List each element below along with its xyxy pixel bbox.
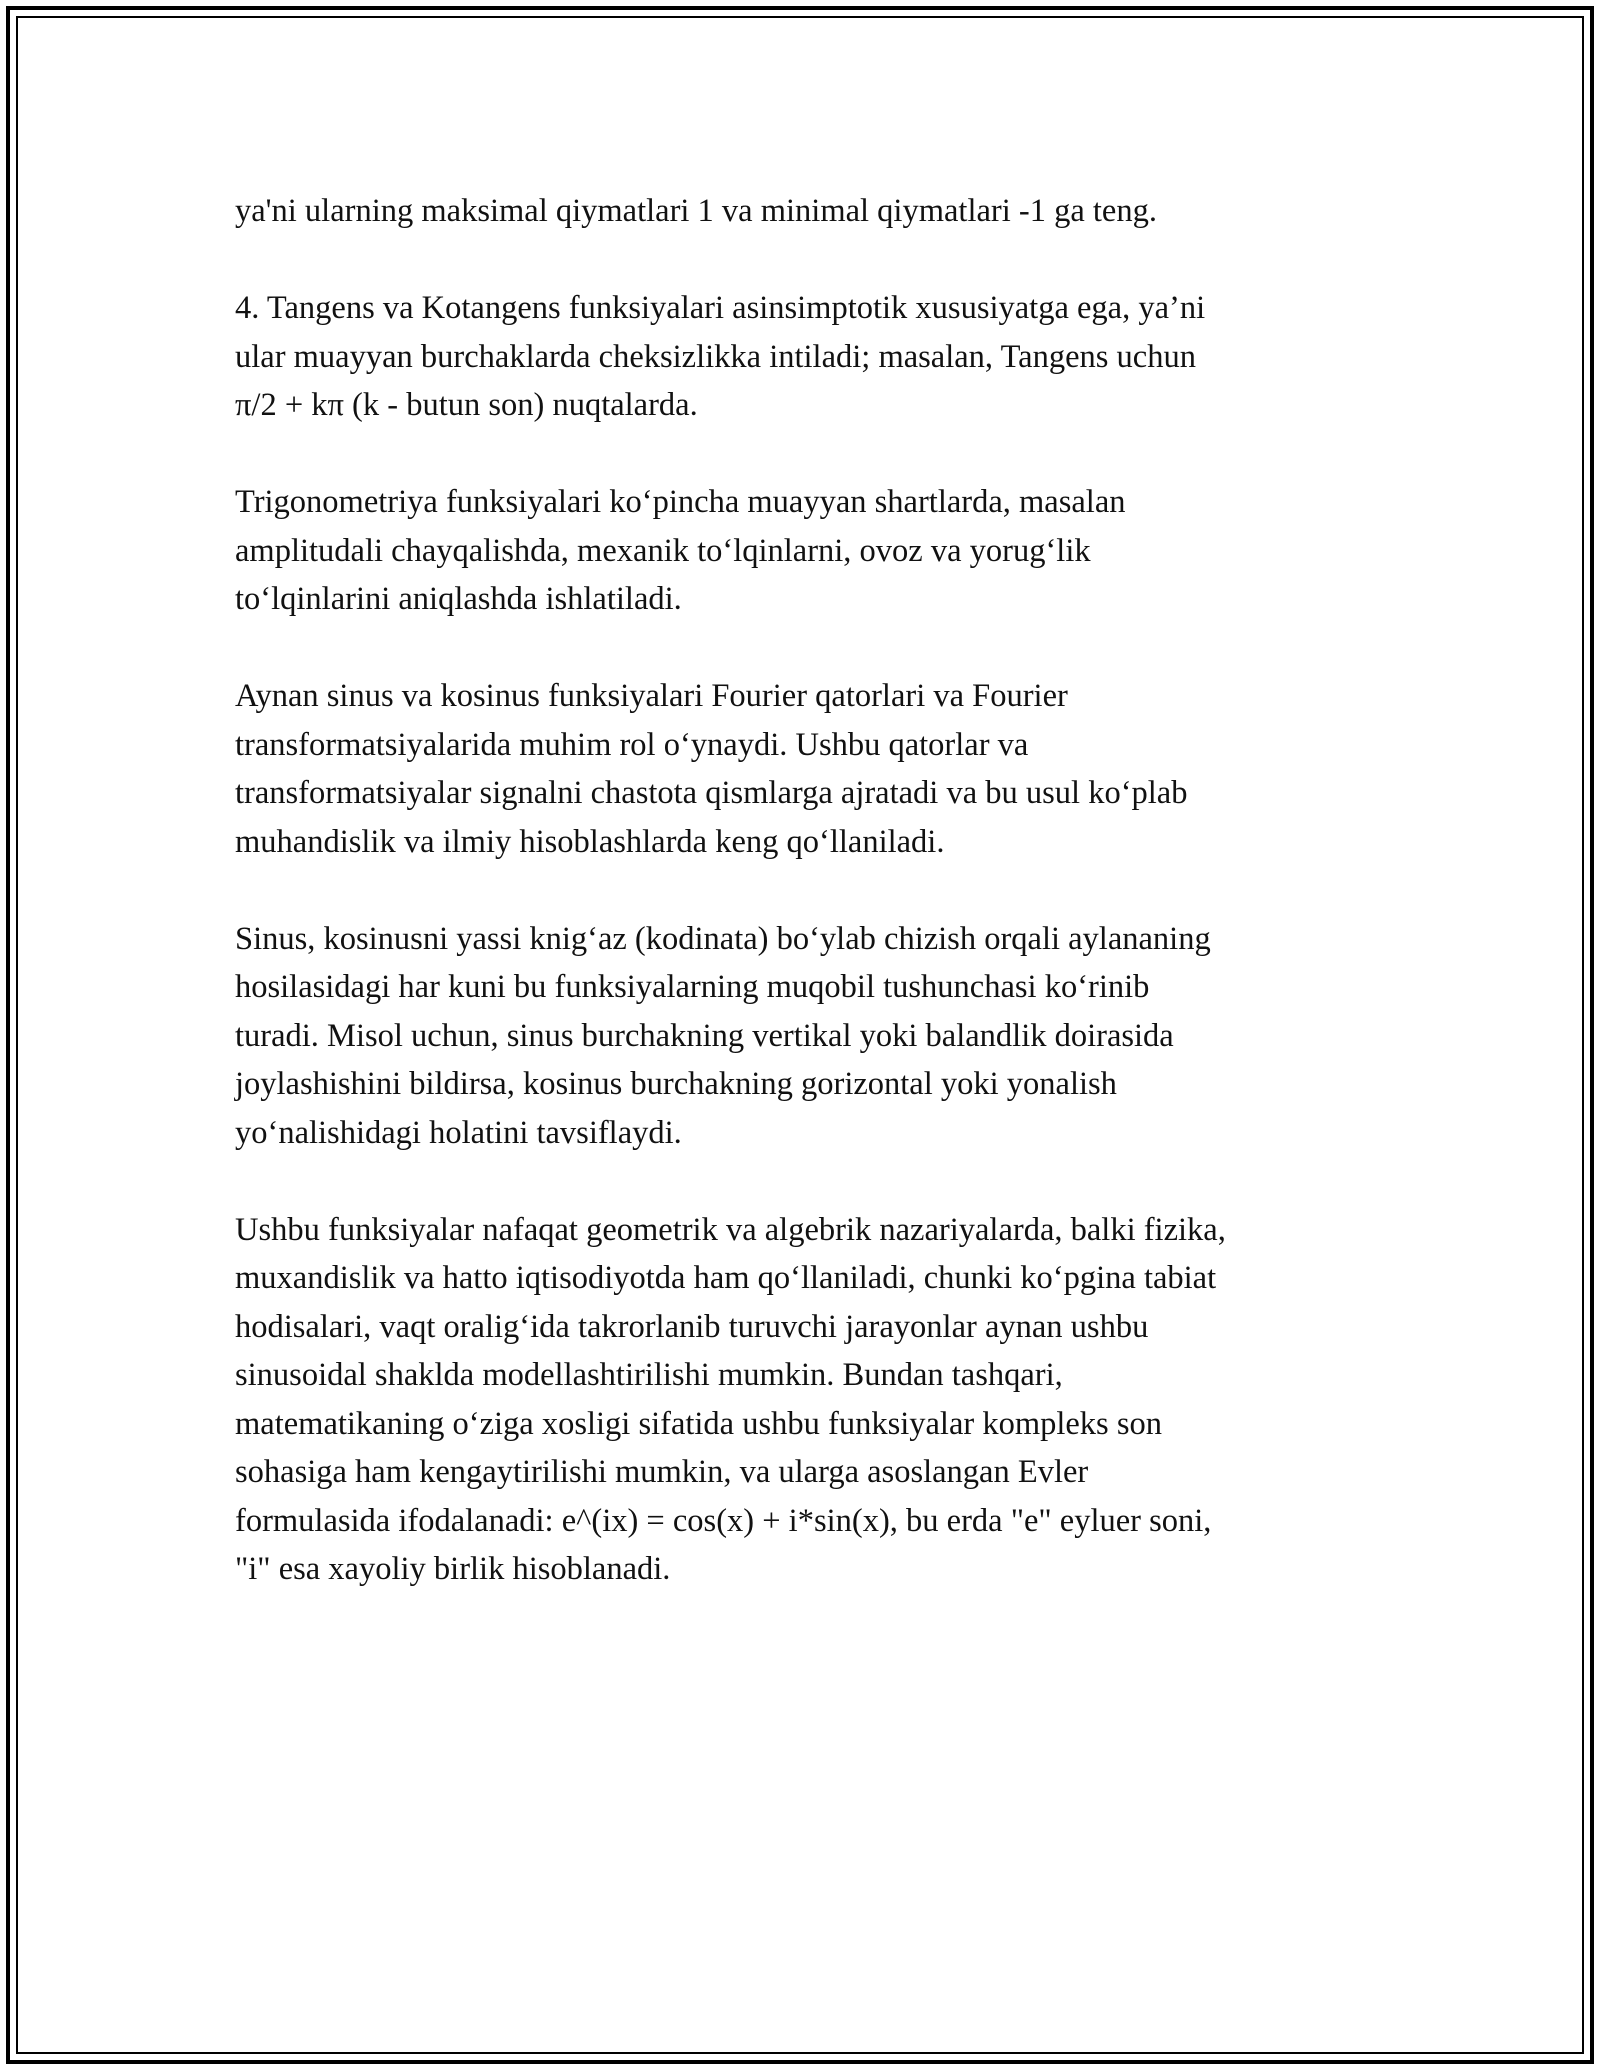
paragraph-5 bbox=[235, 915, 1370, 1158]
text-line: Trigonometriya funksiyalari koʻpincha muayyan shartlarda, masalan bbox=[235, 484, 1126, 520]
paragraph-4 bbox=[235, 672, 1370, 866]
text-line: π/2 + kπ (k - butun son) nuqtalarda. bbox=[235, 387, 698, 423]
text-line: hosilasidagi har kuni bu funksiyalarning muqobil tushunchasi koʻrinib bbox=[235, 969, 1150, 1005]
paragraph-6 bbox=[235, 1206, 1370, 1594]
text-line: yoʻnalishidagi holatini tavsiflaydi. bbox=[235, 1114, 682, 1151]
text-line: transformatsiyalar signalni chastota qismlarga ajratadi va bu usul koʻplab bbox=[235, 775, 1188, 811]
text-line: amplitudali chayqalishda, mexanik toʻlqinlarni, ovoz va yorugʻlik bbox=[235, 532, 1091, 569]
text-line: joylashishini bildirsa, kosinus burchakning gorizontal yoki yonalish bbox=[235, 1066, 1117, 1102]
text-line: formulasida ifodalanadi: e^(ix) = cos(x) + i*sin(x), bu erda "e" eyluer soni, bbox=[235, 1502, 1212, 1539]
text-line: Sinus, kosinusni yassi knigʻaz (kodinata) boʻylab chizish orqali aylananing bbox=[235, 920, 1211, 957]
text-line: Aynan sinus va kosinus funksiyalari Fourier qatorlari va Fourier bbox=[235, 678, 1068, 714]
text-line: "i" esa xayoliy birlik hisoblanadi. bbox=[235, 1551, 671, 1587]
paragraph-2 bbox=[235, 284, 1370, 430]
text-line: muxandislik va hatto iqtisodiyotda ham qoʻllaniladi, chunki koʻpgina tabiat bbox=[235, 1260, 1217, 1296]
text-line: toʻlqinlarini aniqlashda ishlatiladi. bbox=[235, 581, 682, 617]
text-line: muhandislik va ilmiy hisoblashlarda keng qoʻllaniladi. bbox=[235, 823, 945, 860]
text-line: Ushbu funksiyalar nafaqat geometrik va algebrik nazariyalarda, balki fizika, bbox=[235, 1211, 1226, 1248]
text-line: sinusoidal shaklda modellashtirilishi mumkin. Bundan tashqari, bbox=[235, 1357, 1063, 1393]
paragraph-1 bbox=[235, 187, 1370, 236]
text-line: matematikaning oʻziga xosligi sifatida ushbu funksiyalar kompleks son bbox=[235, 1405, 1162, 1442]
paragraph-3 bbox=[235, 478, 1370, 624]
text-line: turadi. Misol uchun, sinus burchakning vertikal yoki balandlik doirasida bbox=[235, 1017, 1174, 1054]
text-line: transformatsiyalarida muhim rol oʻynaydi. Ushbu qatorlar va bbox=[235, 726, 1029, 763]
text-line: ular muayyan burchaklarda cheksizlikka intiladi; masalan, Tangens uchun bbox=[235, 338, 1196, 375]
text-line: 4. Tangens va Kotangens funksiyalari asinsimptotik xususiyatga ega, ya’ni bbox=[235, 290, 1206, 326]
document-body bbox=[235, 187, 1370, 1594]
text-line: ya'ni ularning maksimal qiymatlari 1 va minimal qiymatlari -1 ga teng. bbox=[235, 193, 1157, 229]
text-line: sohasiga ham kengaytirilishi mumkin, va ularga asoslangan Evler bbox=[235, 1454, 1089, 1490]
text-line: hodisalari, vaqt oraligʻida takrorlanib turuvchi jarayonlar aynan ushbu bbox=[235, 1308, 1149, 1345]
